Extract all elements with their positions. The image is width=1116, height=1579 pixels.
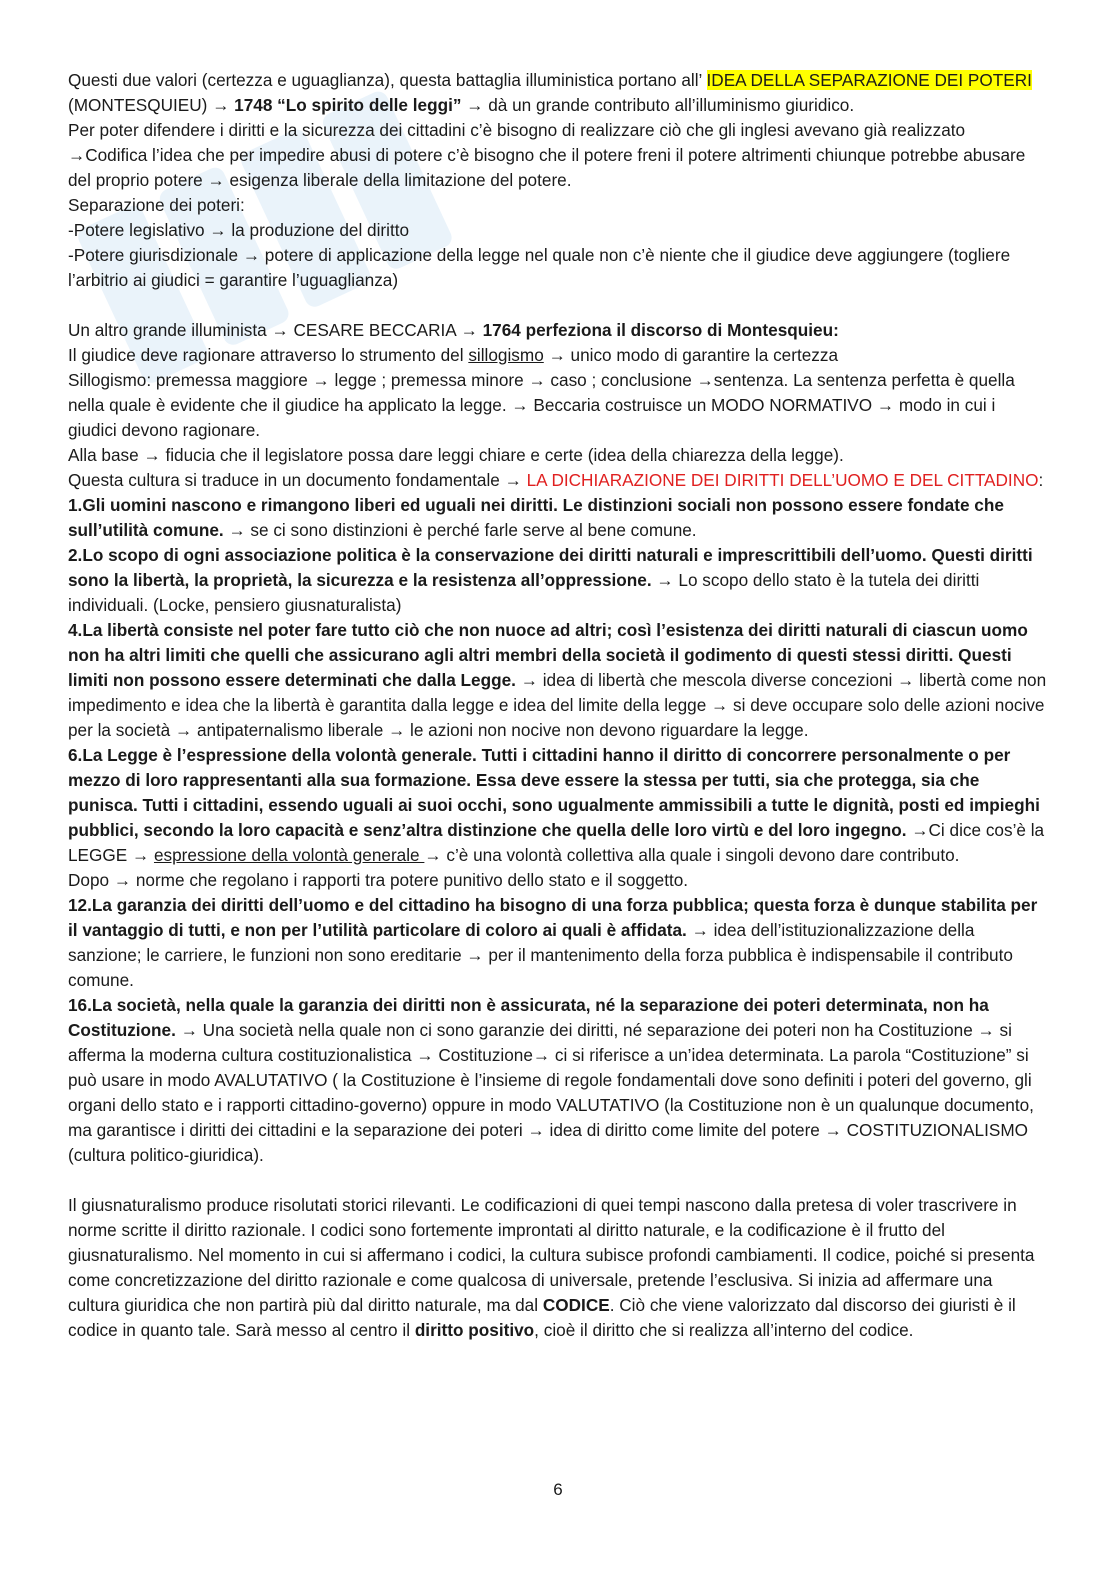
paragraph-dichiarazione: Questa cultura si traduce in un documento fondamentale → LA DICHIARAZIONE DEI DIRITTI DELL’UOMO E DEL CITTADINO: [68, 470, 1044, 490]
arrow-icon: → [180, 1020, 198, 1040]
article-2: 2.Lo scopo di ogni associazione politica è la conservazione dei diritti naturali e imprescrittibili dell’uomo. Questi diritti sono la libertà, la proprietà, la sicurezza e la resistenza all’oppressione. → Lo scopo dello stato è la tutela dei diritti individuali. (Locke, pensiero giusnaturalista) [68, 545, 1033, 615]
arrow-icon: → [207, 170, 225, 190]
arrow-icon: → [424, 845, 442, 865]
arrow-icon: → [532, 1045, 551, 1065]
paragraph-sillogismo-def: Sillogismo: premessa maggiore → legge ; premessa minore → caso ; conclusione →sentenza. La sentenza perfetta è quella nella quale è evidente che il giudice ha applicato la legge. → Beccaria costruisce un MODO NORMATIVO → modo in cui i giudici devono ragionare. [68, 370, 1015, 440]
paragraph-giusnaturalismo: Il giusnaturalismo produce risolutati storici rilevanti. Le codificazioni di quei tempi nascono dalla pretesa di voler trascrivere in norme scritte il diritto razionale. I codici sono fortemente improntati al diritto naturale, e la codificazione è il frutto del giusnaturalismo. Nel momento in cui si affermano i codici, la cultura subisce profondi cambiamenti. Il codice, poiché si presenta come concretizzazione del diritto razionale e come qualcosa di universale, pretende l’esclusiva. Si inizia ad affermare una cultura giuridica che non partirà più dal diritto naturale, ma dal CODICE. Ciò che viene valorizzato dal discorso dei giuristi è il codice in quanto tale. Sarà messo al centro il diritto positivo, cioè il diritto che si realizza all’interno del codice. [68, 1195, 1035, 1340]
arrow-icon: → [656, 570, 674, 590]
paragraph-diritti-sicurezza: Per poter difendere i diritti e la sicurezza dei cittadini c’è bisogno di realizzare ciò che gli inglesi avevano già realizzato →Codifica l’idea che per impedire abusi di potere c’è bisogno che il potere freni il potere altrimenti chiunque potrebbe abusare del proprio potere → esigenza liberale della limitazione del potere. [68, 120, 1026, 190]
arrow-icon: → [466, 945, 484, 965]
arrow-icon: → [113, 870, 132, 890]
arrow-icon: → [271, 320, 289, 340]
paragraph-alla-base: Alla base → fiducia che il legislatore possa dare leggi chiare e certe (idea della chiarezza della legge). [68, 445, 844, 465]
article-6: 6.La Legge è l’espressione della volontà generale. Tutti i cittadini hanno il diritto di concorrere personalmente o per mezzo di loro rappresentanti alla sua formazione. Essa deve essere la stessa per tutti, sia che protegga, sia che punisca. Tutti i cittadini, essendo uguali ai suoi occhi, sono ugualmente ammissibili a tutte le dignità, posti ed impieghi pubblici, secondo la loro capacità e senz’altra distinzione che quella delle loro virtù e del loro ingegno. →Ci dice cos’è la LEGGE → espressione della volontà generale → c’è una volontà collettiva alla quale i singoli devono dare contributo. [68, 745, 1045, 865]
arrow-icon: → [824, 1120, 842, 1140]
article-16: 16.La società, nella quale la garanzia dei diritti non è assicurata, né la separazione dei poteri determinata, non ha Costituzione. → Una società nella quale non ci sono garanzie dei diritti, né separazione dei poteri non ha Costituzione → si afferma la moderna cultura costituzionalistica → Costituzione→ ci si riferisce a un’idea determinata. La parola “Costituzione” si può usare in modo AVALUTATIVO ( la Costituzione è l’insieme di regole fondamentali dove sono definiti i poteri del governo, gli organi dello stato e i rapporti cittadino-governo) oppure in modo VALUTATIVO (la Costituzione non è un qualunque documento, ma garantisce i diritti dei cittadini e la separazione dei poteri → idea di diritto come limite del potere → COSTITUZIONALISMO (cultura politico-giuridica). [68, 995, 1034, 1165]
arrow-icon: → [460, 320, 478, 340]
article-4: 4.La libertà consiste nel poter fare tutto ciò che non nuoce ad altri; così l’esistenza dei diritti naturali di ciascun uomo non ha altri limiti che quelli che assicurano agli altri membri della società il godimento di questi stessi diritti. Questi limiti non possono essere determinati che dalla Legge. → idea di libertà che mescola diverse concezioni → libertà come non impedimento e idea che la libertà è garantita dalla legge e idea del limite della legge → si deve occupare solo delle azioni nocive per la società → antipaternalismo liberale → le azioni non nocive non devono riguardare la legge. [68, 620, 1047, 740]
arrow-icon: → [466, 95, 484, 115]
arrow-icon: → [132, 845, 150, 865]
arrow-icon: → [68, 145, 86, 165]
arrow-icon: → [242, 245, 261, 265]
paragraph-separazione-title: Separazione dei poteri: [68, 195, 245, 215]
paragraph-potere-giurisdizionale: -Potere giurisdizionale → potere di applicazione della legge nel quale non c’è niente che il giudice deve aggiungere (togliere l’arbitrio ai giudici = garantire l’uguaglianza) [68, 245, 1011, 290]
article-12: 12.La garanzia dei diritti dell’uomo e del cittadino ha bisogno di una forza pubblica; questa forza è dunque stabilita per il vantaggio di tutti, e non per l’utilità particolare di coloro ai quali è affidata. → idea dell’istituzionalizzazione della sanzione; le carriere, le funzioni non sono ereditarie → per il mantenimento della forza pubblica è indispensabile il contributo comune. [68, 895, 1038, 990]
arrow-icon: → [520, 670, 538, 690]
red-heading-dichiarazione: LA DICHIARAZIONE DEI DIRITTI DELL’UOMO E DEL CITTADINO [521, 470, 1039, 490]
paragraph-dopo: Dopo → norme che regolano i rapporti tra potere punitivo dello stato e il soggetto. [68, 870, 689, 890]
arrow-icon: → [312, 370, 330, 390]
arrow-icon: → [388, 720, 406, 740]
arrow-icon: → [504, 470, 522, 490]
paragraph-beccaria: Un altro grande illuminista → CESARE BECCARIA → 1764 perfeziona il discorso di Montesquieu: [68, 320, 839, 340]
paragraph-sillogismo: Il giudice deve ragionare attraverso lo strumento del sillogismo → unico modo di garantire la certezza [68, 345, 839, 365]
document-body [68, 68, 1048, 1343]
paragraph-separazione: Questi due valori (certezza e uguaglianza), questa battaglia illuministica portano all’ IDEA DELLA SEPARAZIONE DEI POTERI (MONTESQUIEU) → 1748 “Lo spirito delle leggi” → dà un grande contributo all’illuminismo giuridico. [68, 70, 1032, 115]
arrow-icon: → [511, 395, 529, 415]
article-1: 1.Gli uomini nascono e rimangono liberi ed uguali nei diritti. Le distinzioni sociali non possono essere fondate che sull’utilità comune. → se ci sono distinzioni è perché farle serve al bene comune. [68, 495, 1004, 540]
arrow-icon: → [212, 95, 230, 115]
arrow-icon: → [696, 370, 714, 390]
paragraph-potere-legislativo: -Potere legislativo → la produzione del diritto [68, 220, 410, 240]
arrow-icon: → [228, 520, 246, 540]
highlight-separazione: IDEA DELLA SEPARAZIONE DEI POTERI [706, 70, 1032, 90]
arrow-icon: → [711, 695, 729, 715]
arrow-icon: → [876, 395, 895, 415]
arrow-icon: → [416, 1045, 434, 1065]
page-number: 6 [553, 1480, 563, 1499]
arrow-icon: → [175, 720, 193, 740]
arrow-icon: → [977, 1020, 995, 1040]
arrow-icon: → [528, 370, 546, 390]
arrow-icon: → [209, 220, 227, 240]
arrow-icon: → [897, 670, 915, 690]
arrow-icon: → [143, 445, 161, 465]
arrow-icon: → [527, 1120, 545, 1140]
arrow-icon: → [691, 920, 709, 940]
arrow-icon: → [548, 345, 566, 365]
arrow-icon: → [911, 820, 929, 840]
